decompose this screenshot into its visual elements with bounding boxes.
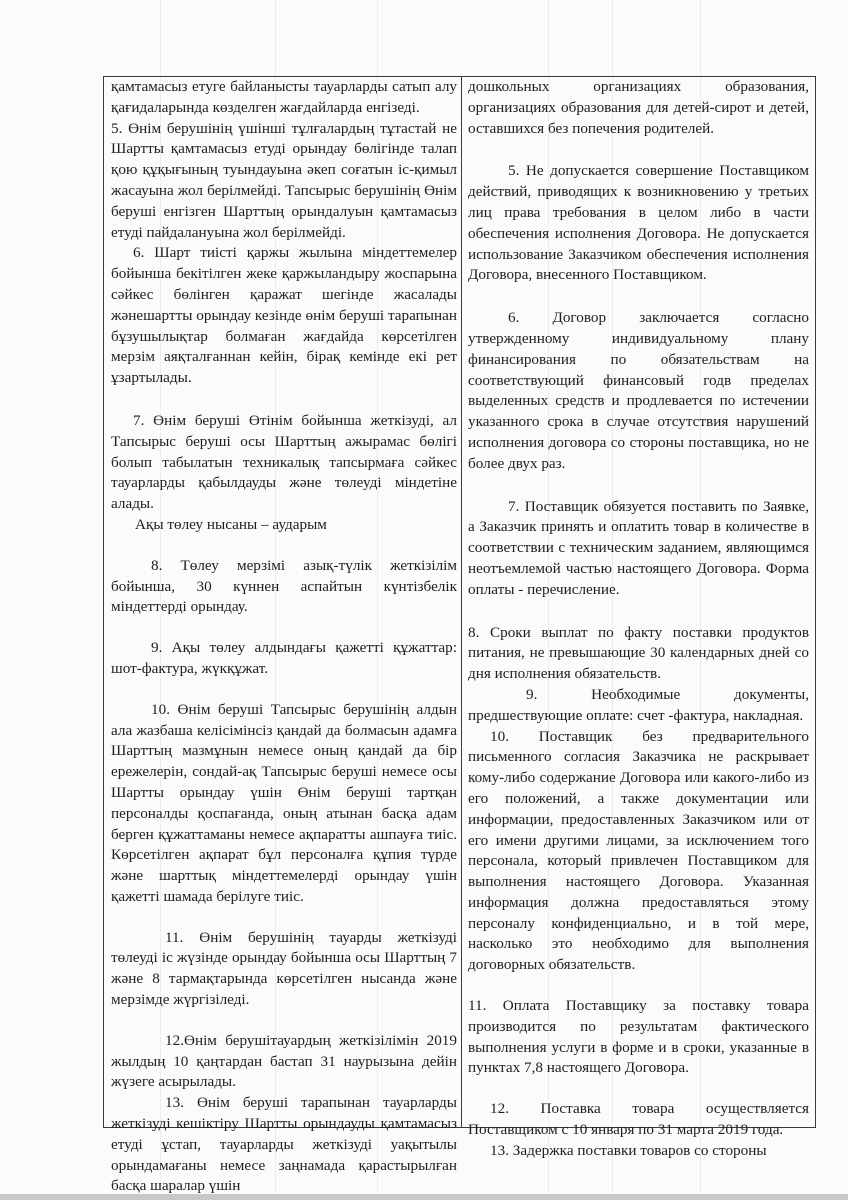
russian-column — [462, 77, 815, 1159]
paragraph-kz-5: 5. Өнім берушінің үшінші тұлғалардың тұтастай не Шартты қамтамасыз етуді орындау бөлігінде талап қою құқығының туындауына әкеп соғатын іс-қимыл жасауына жол берілмейді. Тапсырыс берушінің Өнім беруші енгізген Шарттың орындалуын қамтамасыз етуді пайдалануына жол берілмейді. — [111, 119, 457, 241]
paragraph-ru-4-continued: дошкольных организациях образования, организациях образования для детей-сирот и детей, оставшихся без попечения родителей. — [468, 78, 809, 137]
paragraph-ru-6: 6. Договор заключается согласно утвержденному индивидуальному плану финансирования по обязательствам на соответствующий финансовый годв пределах выделенных средств и продлевается по истечении указанного срока в случае отсутствия нарушений исполнения договора со стороны поставщика, но не более двух раз. — [468, 309, 809, 472]
paragraph-kz-13: 13. Өнім беруші тарапынан тауарларды жеткізуді кешіктіру Шартты орындауды қамтамасыз етуді ұстап, тауарларды жеткізуді уақытылы орындамағаны немесе заңнамада қарастырылған басқа шаралар үшін — [111, 1094, 457, 1195]
paragraph-kz-9: 9. Ақы төлеу алдындағы қажетті құжаттар: шот-фактура, жүкқұжат. — [111, 639, 457, 677]
paragraph-ru-11: 11. Оплата Поставщику за поставку товара производится по результатам фактического выполнения услуги в форме и в сроки, указанные в пунктах 7,8 настоящего Договора. — [468, 997, 809, 1077]
paragraph-kz-10: 10. Өнім беруші Тапсырыс берушінің алдын ала жазбаша келісімінсіз қандай да болмасын адамға Шарттың мазмұнын немесе оның қандай да бір ережелерін, сондай-ақ Тапсырыс беруші немесе осы Шартты орындау үшін Өнім беруші тартқан персоналды қоспағанда, оның атынан басқа адам берген құжаттаманы немесе ақпаратты ашпауға тиіс. Көрсетілген ақпарат бұл персоналға құпия түрде және шарттық міндеттемелерді орындау үшін қажетті шамада берілуге тиіс. — [111, 700, 457, 905]
paragraph-ru-5: 5. Не допускается совершение Поставщиком действий, приводящих к возникновению у третьих лиц права требования в целом либо в части обеспечения исполнения Договора. Не допускается использование Заказчиком обеспечения исполнения Договора, внесенного Поставщиком. — [468, 162, 809, 284]
paragraph-ru-8: 8. Сроки выплат по факту поставки продуктов питания, не превышающие 30 календарных дней со дня исполнения обязательств. — [468, 623, 809, 683]
paragraph-ru-9: 9. Необходимые документы, предшествующие оплате: счет -фактура, накладная. — [468, 685, 809, 724]
paragraph-kz-8: 8. Төлеу мерзімі азық-түлік жеткізілім бойынша, 30 күннен аспайтын күнтізбелік міндеттерді орындау. — [111, 556, 457, 616]
scan-bottom-edge — [0, 1194, 848, 1200]
kazakh-column — [104, 77, 462, 1195]
paragraph-ru-7: 7. Поставщик обязуется поставить по Заявке, а Заказчик принять и оплатить товар в количестве в соответствии с техническим заданием, являющимся неотъемлемой частью настоящего Договора. Форма оплаты - перечисление. — [468, 497, 809, 598]
bilingual-contract-table — [103, 76, 816, 1195]
paragraph-kz-7: 7. Өнім беруші Өтінім бойынша жеткізуді, ал Тапсырыс беруші осы Шарттың ажырамас бөлігі болып табылатын техникалық тапсырмаға сәйкес тауарларды қабылдауды және төлеуді міндетіне алады. — [111, 411, 457, 513]
paragraph-kz-11: 11. Өнім берушінің тауарды жеткізуді төлеуді іс жүзінде орындау бойынша осы Шарттың 7 және 8 тармақтарында көрсетілген нысанда және мерзімде жүргізіледі. — [111, 928, 457, 1009]
paragraph-kz-6: 6. Шарт тиісті қаржы жылына міндеттемелер бойынша бекітілген жеке қаржыландыру жоспарына сәйкес бөлінген қаражат шегінде жасалады жәнешартты орындау кезінде өнім беруші тарапынан бұзушылықтар болмаған жағдайда көрсетілген мерзім аяқталғаннан кейін, бірақ кемінде екі рет ұзартылады. — [111, 244, 457, 387]
paragraph-ru-12: 12. Поставка товара осуществляется Поставщиком с 10 января по 31 марта 2019 года. — [468, 1100, 809, 1139]
paragraph-kz-12: 12.Өнім берушітауардың жеткізілімін 2019 жылдың 10 қаңтардан бастап 31 наурызына дейін жүзеге асырылады. — [111, 1031, 457, 1091]
paragraph-kz-payment-form: Ақы төлеу нысаны – аударым — [135, 515, 327, 533]
paragraph-ru-13: 13. Задержка поставки товаров со стороны — [490, 1141, 767, 1159]
paragraph-ru-10: 10. Поставщик без предварительного письменного согласия Заказчика не раскрывает кому-либо содержание Договора или какого-либо из его положений, а также документации или информации, предоставленных Заказчиком или от его имени другими лицами, за исключением того персонала, который привлечен Поставщиком для выполнения настоящего Договора. Указанная информация должна предоставляться этому персоналу конфиденциально, и в той мере, насколько это необходимо для выполнения договорных обязательств. — [468, 727, 809, 974]
paragraph-kz-4-continued: қамтамасыз етуге байланысты тауарларды сатып алу қағидаларында көзделген жағдайларда енгізеді. — [111, 78, 457, 116]
